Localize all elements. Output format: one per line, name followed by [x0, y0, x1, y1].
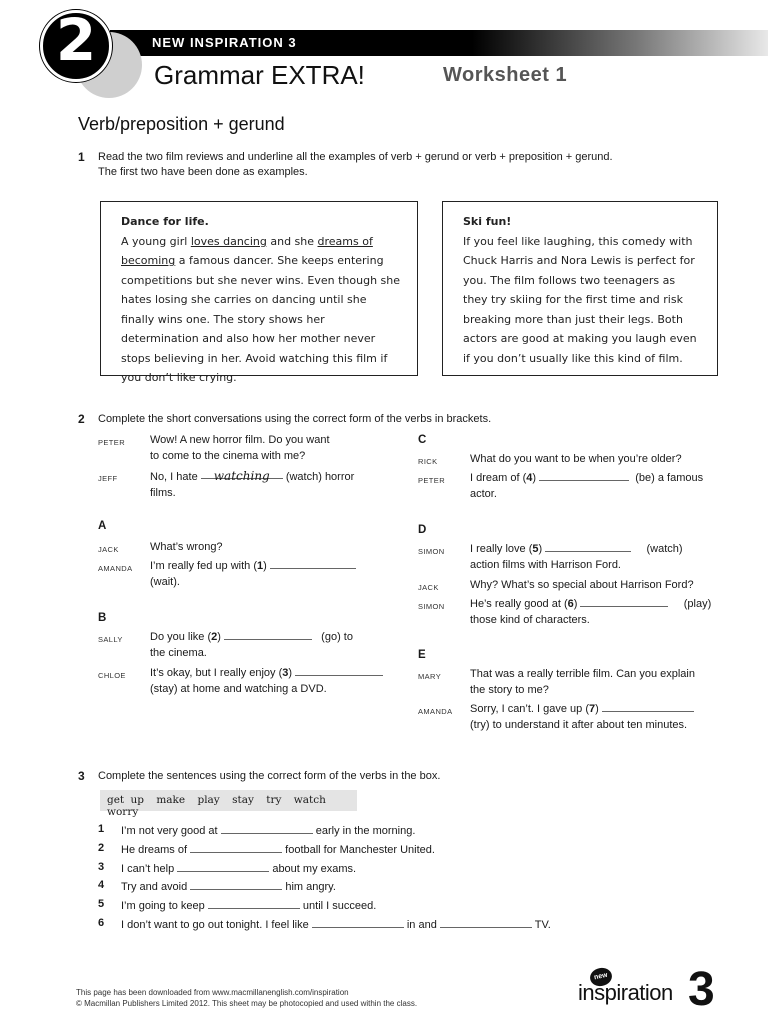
text: ) [532, 472, 537, 484]
text: He dreams of [121, 844, 191, 856]
word-box [100, 790, 357, 818]
gap-number: 2 [211, 631, 218, 643]
dialogue-line [150, 558, 356, 590]
sentence [121, 917, 551, 931]
text: A young girl [121, 234, 191, 248]
underlined-example: loves dancing [190, 234, 267, 248]
text: I can’t help [121, 863, 178, 875]
exercise-3-instruction: Complete the sentences using the correct form of the verbs in the box. [98, 770, 441, 782]
sentence [121, 861, 356, 875]
word: stay [232, 794, 254, 806]
speaker: PETER [418, 476, 446, 485]
dialogue-line: What do you want to be when you’re older? [470, 453, 682, 465]
speaker: JEFF [98, 474, 118, 483]
word: watch [293, 794, 326, 806]
sentence [121, 898, 376, 912]
page-title: Grammar EXTRA! [154, 60, 365, 90]
dialogue-line [470, 596, 711, 628]
sentence [121, 842, 435, 856]
text: ) [263, 560, 267, 572]
text: about my exams. [269, 863, 357, 875]
text: ) [288, 667, 293, 679]
text: (stay) at home and watching a DVD. [150, 683, 327, 695]
logo-number: 3 [688, 963, 715, 1016]
example-answer [201, 468, 283, 483]
answer-blank-6[interactable] [580, 596, 668, 607]
text: until I succeed. [299, 900, 377, 912]
speaker: SIMON [418, 602, 445, 611]
instruction-line: The first two have been done as examples. [98, 166, 308, 178]
footer-line: © Macmillan Publishers Limited 2012. This sheet may be photocopied and used within the class. [76, 999, 418, 1008]
text: ) [538, 543, 543, 555]
group-label-c: C [418, 434, 427, 446]
text: (go) to [321, 631, 353, 643]
group-label-d: D [418, 524, 427, 536]
text: football for Manchester United. [282, 844, 435, 856]
dialogue-line [470, 666, 695, 698]
underlined-example: dreams of [317, 234, 373, 248]
text: him angry. [282, 881, 336, 893]
text: (be) a famous [635, 472, 704, 484]
sentence-number: 3 [98, 861, 105, 873]
section-heading: Verb/preposition + gerund [78, 114, 285, 134]
text: early in the morning. [312, 825, 416, 837]
speaker: SALLY [98, 635, 123, 644]
text: those kind of characters. [470, 614, 590, 626]
answer-blank-3[interactable] [295, 665, 383, 676]
speaker: JACK [98, 545, 119, 554]
text: That was a really terrible film. Can you explain [470, 668, 695, 680]
text: I’m really fed up with ( [150, 560, 257, 572]
sentence-blank[interactable] [440, 917, 532, 928]
speaker: MARY [418, 672, 442, 681]
sentence [121, 879, 336, 893]
speaker: AMANDA [98, 564, 133, 573]
dialogue-line: What’s wrong? [150, 541, 223, 553]
gap-number: 6 [567, 598, 574, 610]
text: to come to the cinema with me? [150, 450, 306, 462]
text: I dream of ( [470, 472, 527, 484]
text: I’m going to keep [121, 900, 208, 912]
text: Do you like ( [150, 631, 212, 643]
text: (watch) horror [282, 471, 355, 483]
sentence-blank[interactable] [190, 879, 282, 890]
speaker: RICK [418, 457, 438, 466]
word: try [266, 794, 282, 806]
review-title: Ski fun! [463, 215, 512, 228]
text: in and [403, 919, 440, 931]
speaker: CHLOE [98, 671, 126, 680]
answer-blank-2[interactable] [224, 629, 312, 640]
worksheet-title: Worksheet 1 [443, 64, 568, 86]
text: (try) to understand it after about ten minutes. [470, 719, 688, 731]
sentence-blank[interactable] [208, 898, 300, 909]
gap-number: 1 [256, 560, 264, 572]
sentence-number: 5 [98, 898, 105, 910]
inspiration-logo [578, 963, 728, 1016]
underlined-example: becoming [121, 254, 176, 267]
series-title: NEW INSPIRATION 3 [152, 35, 297, 50]
sentence-number: 2 [98, 842, 105, 854]
gap-number: 4 [526, 472, 533, 484]
exercise-2-instruction: Complete the short conversations using the correct form of the verbs in brackets. [98, 413, 492, 425]
dialogue-line [150, 665, 383, 697]
text: the story to me? [470, 684, 549, 696]
review-ski-fun [442, 201, 718, 376]
speaker: JACK [418, 583, 439, 592]
text: ) [573, 598, 578, 610]
speaker: AMANDA [418, 707, 453, 716]
text: Wow! A new horror film. Do you want [150, 434, 330, 446]
dialogue-line [470, 541, 683, 573]
text: TV. [531, 919, 551, 931]
text: (play) [683, 598, 712, 610]
logo-word: inspiration [578, 980, 673, 1005]
review-dance-for-life [100, 201, 418, 384]
text: (watch) [646, 543, 683, 555]
text: He’s really good at ( [470, 598, 568, 610]
sentence-blank[interactable] [312, 917, 404, 928]
exercise-2-number: 2 [78, 412, 85, 426]
dialogue-line [470, 470, 703, 502]
text: actor. [470, 488, 497, 500]
gap-number: 3 [282, 667, 289, 679]
text: the cinema. [150, 647, 207, 659]
sentence-number: 4 [98, 879, 105, 891]
text: films. [150, 487, 176, 499]
text: It’s okay, but I really enjoy ( [150, 667, 283, 679]
dialogue-line: Why? What’s so special about Harrison Ford? [470, 579, 694, 591]
text: Sorry, I can’t. I gave up ( [470, 703, 590, 715]
dialogue-line [150, 468, 354, 501]
dialogue-line [150, 432, 330, 464]
gap-number: 7 [589, 703, 596, 715]
group-label-a: A [98, 520, 107, 532]
text: (wait). [150, 576, 180, 588]
unit-number: 2 [55, 6, 97, 74]
group-label-b: B [98, 612, 107, 624]
sentence-number: 6 [98, 917, 105, 929]
answer-blank-5[interactable] [545, 541, 631, 552]
text: I really love ( [470, 543, 533, 555]
text: action films with Harrison Ford. [470, 559, 621, 571]
text: No, I hate [150, 471, 201, 483]
answer-blank-1[interactable] [270, 558, 356, 569]
text: and she [266, 234, 318, 248]
text: I don’t want to go out tonight. I feel like [121, 919, 312, 931]
text: I’m not very good at [121, 825, 221, 837]
instruction-line: Read the two film reviews and underline all the examples of verb + gerund or verb + preposition + gerund. [98, 151, 613, 163]
review-title: Dance for life. [121, 215, 209, 228]
gap-number: 5 [532, 543, 539, 555]
text: ) [217, 631, 221, 643]
text: ) [595, 703, 599, 715]
sentence-blank[interactable] [190, 842, 282, 853]
exercise-1-instruction [98, 150, 613, 180]
dialogue-line [150, 629, 353, 661]
dialogue-line [470, 701, 694, 733]
speaker: SIMON [418, 547, 445, 556]
new-badge: new [588, 966, 613, 988]
sentence-blank[interactable] [177, 861, 269, 872]
group-label-e: E [418, 649, 426, 661]
word: worry [107, 806, 139, 818]
exercise-1-number: 1 [78, 150, 85, 164]
sentence-number: 1 [98, 823, 105, 835]
word: make [156, 794, 186, 806]
footer [76, 987, 417, 1009]
word: get up [107, 794, 144, 806]
answer-blank-7[interactable] [602, 701, 694, 712]
sentence [121, 823, 415, 837]
footer-line: This page has been downloaded from www.macmillanenglish.com/inspiration [76, 988, 349, 997]
review-text [121, 232, 403, 388]
handwritten-answer: watching [213, 469, 270, 483]
word: play [197, 794, 220, 806]
speaker: PETER [98, 438, 126, 447]
exercise-3-number: 3 [78, 769, 85, 783]
review-text: If you feel like laughing, this comedy with Chuck Harris and Nora Lewis is perfect for you. The film follows two teenagers as they try skiing for the first time and risk breaking more than just their legs. Both actors are good at making you laugh even if you don’t usually like this kind of film. [463, 234, 697, 365]
text: Try and avoid [121, 881, 191, 893]
text: a famous dancer. She keeps entering competitions but she never wins. Even though she hates losing she carries on dancing until she finally wins one. The story shows her determination and also how her mother never stops believing in her. Avoid watching this film if you don’t like crying. [121, 254, 401, 384]
answer-blank-4[interactable] [539, 470, 629, 481]
sentence-blank[interactable] [221, 823, 313, 834]
